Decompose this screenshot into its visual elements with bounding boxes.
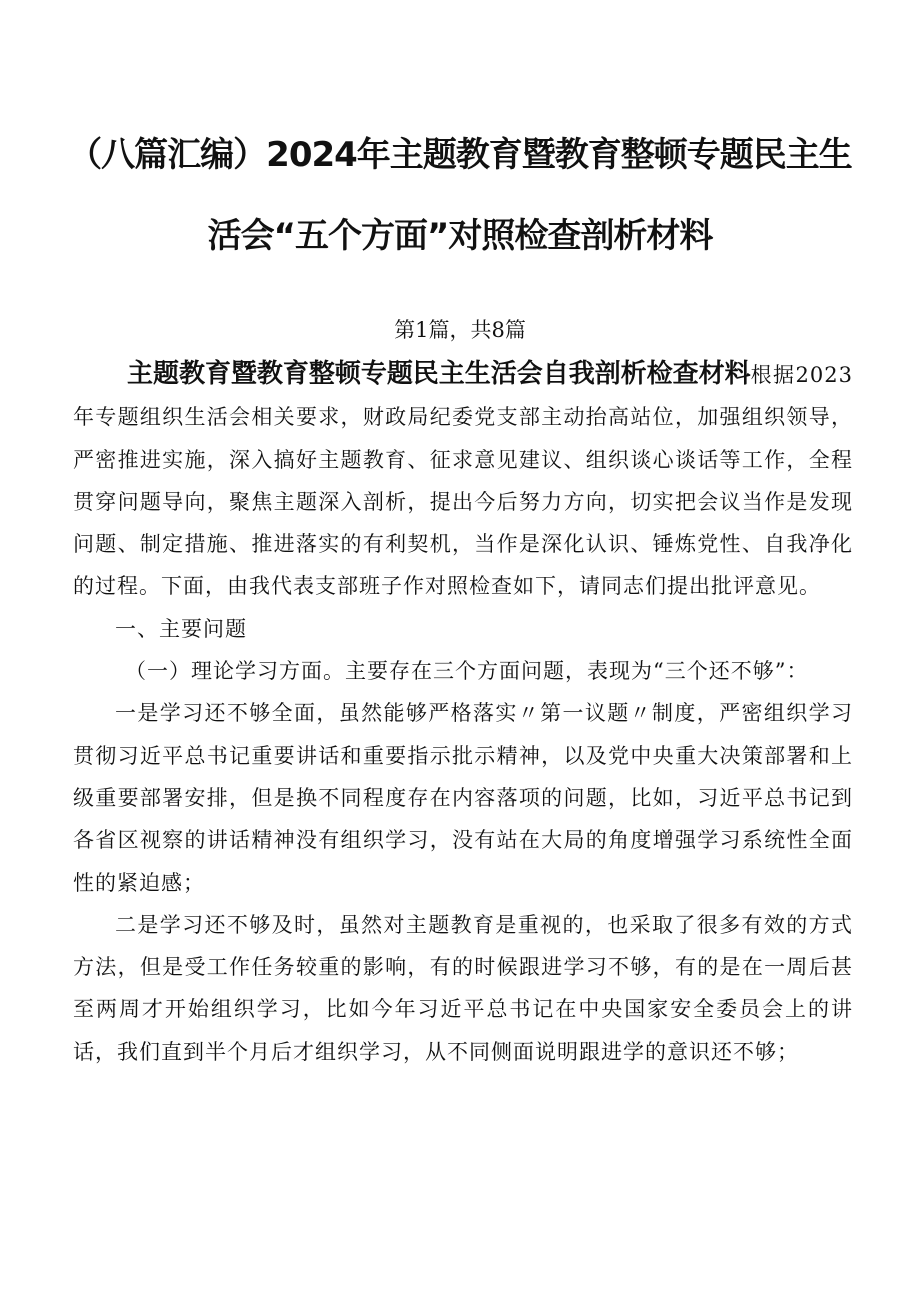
- document-title-line-1: （八篇汇编）2024年主题教育暨教育整顿专题民主生: [68, 135, 852, 175]
- document-body: [73, 353, 853, 1073]
- intro-text: 根据2023年专题组织生活会相关要求，财政局纪委党支部主动抬高站位，加强组织领导，严密推进实施，深入搞好主题教育、征求意见建议、组织谈心谈话等工作，全程贯穿问题导向，聚焦主题深入剖析，提出今后努力方向，切实把会议当作是发现问题、制定措施、推进落实的有利契机，当作是深化认识、锤炼党性、自我净化的过程。下面，由我代表支部班子作对照检查如下，请同志们提出批评意见。: [73, 363, 853, 599]
- document-title-line-2: 活会“五个方面”对照检查剖析材料: [207, 216, 713, 256]
- problem-heading-theory-study: （一）理论学习方面。主要存在三个方面问题，表现为“三个还不够”：: [125, 659, 809, 684]
- section-heading-main-problems: 一、主要问题: [115, 616, 247, 641]
- section-subtitle: 主题教育暨教育整顿专题民主生活会自我剖析检查材料: [127, 359, 751, 389]
- paragraph-point-one: 一是学习还不够全面，虽然能够严格落实〃第一议题〃制度，严密组织学习贯彻习近平总书记重要讲话和重要指示批示精神，以及党中央重大决策部署和上级重要部署安排，但是换不同程度存在内容落项的问题，比如，习近平总书记到各省区视察的讲话精神没有组织学习，没有站在大局的角度增强学习系统性全面性的紧迫感；: [73, 701, 853, 895]
- intro-paragraph: [73, 353, 853, 608]
- paragraph-point-two: 二是学习还不够及时，虽然对主题教育是重视的，也采取了很多有效的方式方法，但是受工作任务较重的影响，有的时候跟进学习不够，有的是在一周后甚至两周才开始组织学习，比如今年习近平总书记在中央国家安全委员会上的讲话，我们直到半个月后才组织学习，从不同侧面说明跟进学的意识还不够；: [73, 912, 853, 1064]
- page-counter: 第1篇，共8篇: [394, 318, 526, 342]
